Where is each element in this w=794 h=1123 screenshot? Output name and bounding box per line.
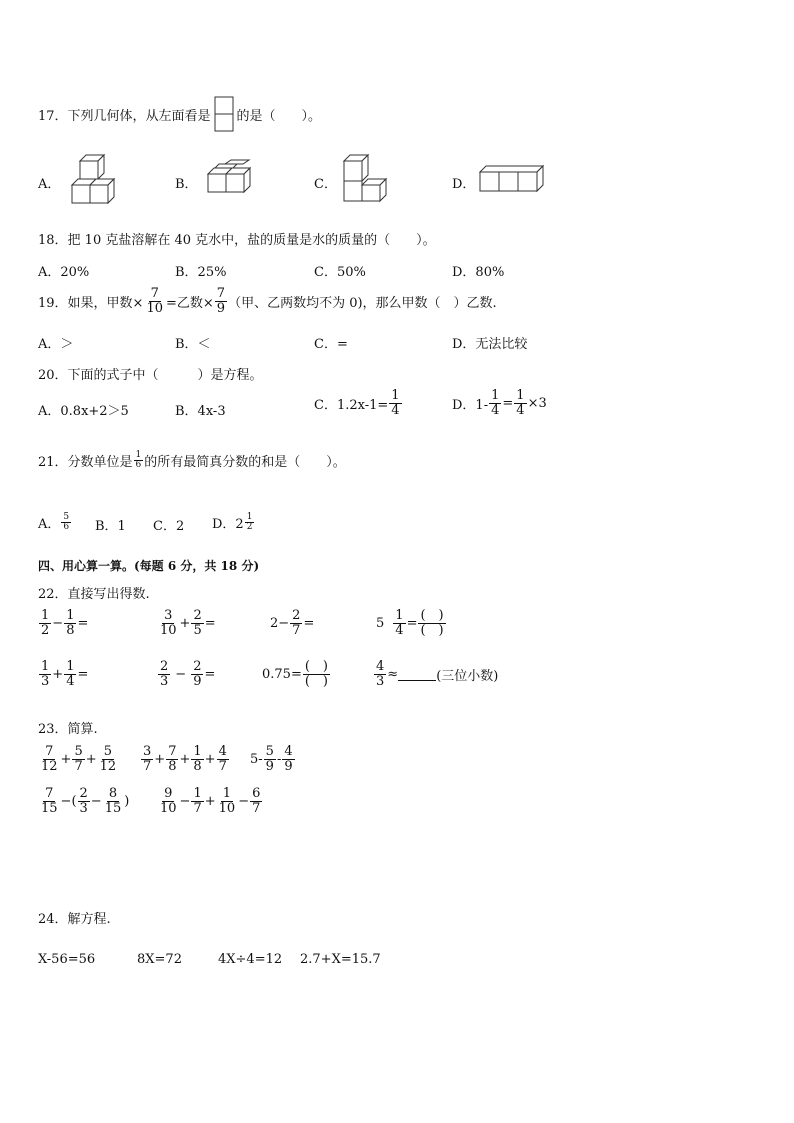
q19-option-b: B．＜	[175, 337, 211, 352]
fraction: $\frac{1}{4}$	[516, 388, 525, 418]
q20-option-d: D．1- $\frac{1}{4}$ = $\frac{1}{4}$ ×3	[452, 388, 547, 418]
q23-expr-5: $\frac{9}{10}$ − $\frac{1}{7}$ + $\frac{1}{10}$ − $\frac{6}{7}$	[160, 786, 261, 816]
answer-blank[interactable]: ( )	[304, 673, 328, 689]
cube-solid-a-icon	[68, 155, 124, 205]
q18-option-a: A．20%	[38, 265, 90, 280]
answer-blank[interactable]: ( )	[420, 622, 444, 638]
answer-blank[interactable]: ( )	[420, 608, 444, 623]
q22-expr-5: $\frac{1}{3}$ + $\frac{1}{4}$ =	[41, 659, 89, 689]
q17-option-a-label: A．	[38, 177, 61, 192]
left-view-icon	[214, 96, 234, 132]
q23-expr-1: $\frac{7}{12}$ + $\frac{5}{7}$ + $\frac{5}{12}$	[41, 744, 117, 774]
q24-equation-2: 8X=72	[137, 952, 182, 967]
q18-stem: 18．把 10 克盐溶解在 40 克水中，盐的质量是水的质量的（ ）。	[38, 233, 436, 248]
cube-solid-b-icon	[205, 160, 255, 200]
q23-expr-4: $\frac{7}{15}$ −( $\frac{2}{3}$ − $\frac{8}{15}$ )	[41, 786, 130, 816]
q22-expr-6: $\frac{2}{3}$ − $\frac{2}{9}$ =	[160, 659, 216, 689]
q17-option-b-label: B．	[175, 177, 198, 192]
q20-option-b: B．4x-3	[175, 404, 226, 419]
q24-stem: 24．解方程.	[38, 912, 111, 927]
q22-expr-3: 2− $\frac{2}{7}$ =	[270, 608, 315, 638]
answer-blank[interactable]	[398, 668, 436, 681]
q24-equation-1: X-56=56	[38, 952, 96, 967]
section-heading: 四、用心算一算。(每题 6 分，共 18 分)	[38, 559, 260, 573]
q19-option-a: A．＞	[38, 337, 74, 352]
q20-option-c: C．1.2x-1= $\frac{1}{4}$	[314, 388, 400, 418]
fraction: $\frac{1}{6}$	[135, 450, 142, 471]
q23-expr-3: 5- $\frac{5}{9}$ - $\frac{4}{9}$	[250, 744, 293, 774]
q20-option-a: A．0.8x+2＞5	[38, 404, 129, 419]
answer-blank[interactable]: ( )	[304, 659, 328, 674]
cube-solid-d-icon	[478, 165, 546, 195]
q22-expr-2: $\frac{3}{10}$ + $\frac{2}{5}$ =	[160, 608, 216, 638]
fraction: $\frac{1}{2}$	[246, 512, 253, 533]
q21-option-d: D．2 $\frac{1}{2}$	[212, 512, 253, 533]
q17-option-d-label: D．	[452, 177, 476, 192]
fraction: $\frac{7}{9}$	[216, 286, 226, 316]
q21-option-b: B．1	[95, 519, 126, 534]
q24-equation-4: 2.7+X=15.7	[300, 952, 381, 967]
q24-equation-3: 4X÷4=12	[218, 952, 283, 967]
fraction: $\frac{7}{10}$	[146, 286, 163, 316]
fraction: $\frac{5}{6}$	[63, 512, 70, 533]
cube-solid-c-icon	[340, 155, 394, 205]
q18-option-b: B．25%	[175, 265, 227, 280]
q18-option-d: D．80%	[452, 265, 505, 280]
q17-option-c-label: C．	[314, 177, 337, 192]
q21-option-a: A． $\frac{5}{6}$	[38, 512, 70, 533]
q21-option-c: C．2	[153, 519, 185, 534]
fraction: $\frac{1}{4}$	[391, 388, 400, 418]
q22-expr-7: 0.75= $\frac{( )}{( )}$	[262, 659, 328, 689]
q19-option-c: C．=	[314, 337, 348, 352]
q23-expr-2: $\frac{3}{7}$ + $\frac{7}{8}$ + $\frac{1}{8}$ + $\frac{4}{7}$	[143, 744, 227, 774]
q22-stem: 22．直接写出得数.	[38, 587, 150, 602]
q18-option-c: C．50%	[314, 265, 366, 280]
q21-stem: 21．分数单位是 $\frac{1}{6}$ 的所有最简真分数的和是（ ）。	[38, 450, 346, 471]
q17-stem: 17．下列几何体，从左面看是 的是（ ）。	[38, 96, 321, 132]
q23-stem: 23．简算.	[38, 722, 98, 737]
q19-option-d: D．无法比较	[452, 337, 528, 352]
q20-stem: 20．下面的式子中（ ）是方程。	[38, 368, 263, 383]
q22-expr-4: 5 $\frac{1}{4}$ = $\frac{( )}{( )}$	[376, 608, 444, 638]
q22-expr-1: $\frac{1}{2}$ − $\frac{1}{8}$ =	[41, 608, 89, 638]
fraction: $\frac{1}{4}$	[491, 388, 500, 418]
q22-expr-8: $\frac{4}{3}$ ≈ (三位小数)	[376, 659, 499, 689]
q19-stem: 19．如果，甲数× $\frac{7}{10}$ =乙数× $\frac{7}{9}$ （甲、乙两数均不为 0)，那么甲数（ ）乙数.	[38, 286, 497, 316]
